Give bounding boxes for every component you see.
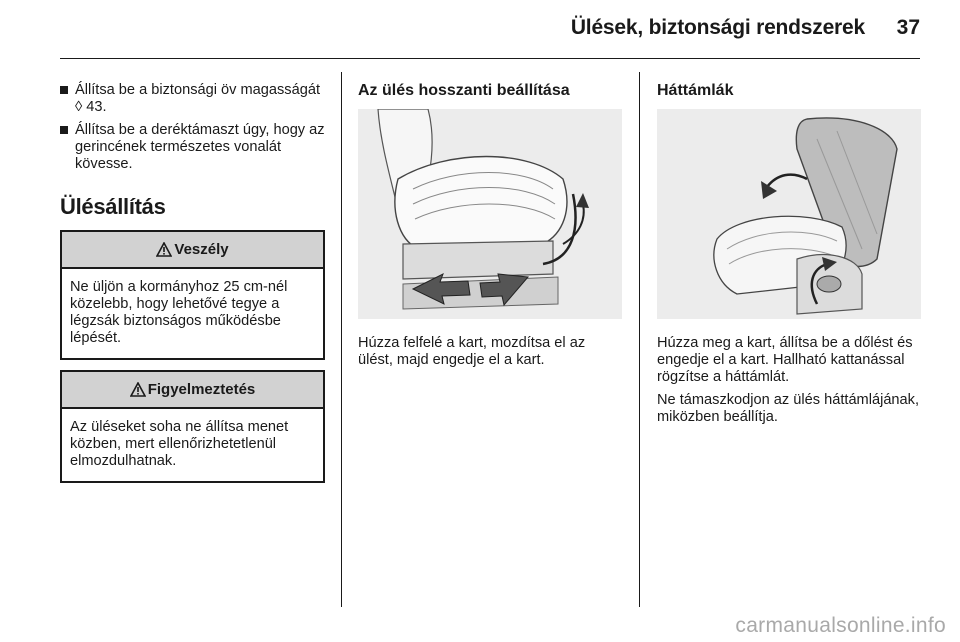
page-reference-link[interactable]: 43. — [82, 99, 107, 115]
warning-box — [60, 370, 325, 483]
section-heading: Az ülés hosszanti beállítása — [358, 82, 570, 99]
column-divider-1 — [341, 72, 342, 607]
bullet-square-icon — [60, 86, 68, 94]
danger-text: Ne üljön a kormányhoz 25 cm-nél közelebb, hogy lehetővé tegye a légzsák biztonságos működésbe lépését. — [70, 279, 288, 346]
bullet-item — [60, 122, 325, 173]
column-2 — [358, 82, 623, 375]
instruction-paragraph: Húzza meg a kart, állítsa be a dőlést és engedje el a kart. Hallható kattanással rögzítse a háttámlát. — [657, 335, 913, 385]
bullet-item — [60, 82, 325, 116]
seat-fore-aft-adjustment-illustration — [358, 109, 622, 319]
warning-triangle-icon — [156, 242, 172, 257]
bullet-square-icon — [60, 126, 68, 134]
page-header-title: Ülések, biztonsági rendszerek — [570, 16, 865, 39]
danger-box-header — [62, 232, 323, 269]
header-rule — [60, 58, 920, 59]
column-1 — [60, 82, 325, 493]
section-heading: Háttámlák — [657, 82, 734, 99]
bullet-text: Állítsa be a deréktámaszt úgy, hogy az gerincének természetes vonalát kövesse. — [75, 122, 325, 172]
danger-box — [60, 230, 325, 360]
warning-triangle-icon — [130, 382, 146, 397]
caption-text: Húzza felfelé a kart, mozdítsa el az ülést, majd engedje el a kart. — [358, 335, 586, 368]
instruction-paragraph: Ne támaszkodjon az ülés háttámlájának, miközben beállítja. — [657, 392, 920, 425]
column-divider-2 — [639, 72, 640, 607]
backrest-recline-illustration — [657, 109, 921, 319]
page-reference-arrow-icon: ◊ — [75, 99, 83, 115]
warning-title: Figyelmeztetés — [147, 381, 256, 398]
watermark: carmanualsonline.info — [735, 614, 946, 637]
page-number: 37 — [896, 16, 920, 39]
danger-title: Veszély — [174, 241, 229, 258]
section-heading: Ülésállítás — [60, 194, 166, 219]
column-3 — [657, 82, 921, 432]
warning-box-header — [62, 372, 323, 409]
warning-text: Az üléseket soha ne állítsa menet közben, mert ellenőrizhetetlenül elmozdulhatnak. — [70, 419, 289, 469]
bullet-text: Állítsa be a biztonsági öv magasságát — [75, 82, 320, 98]
